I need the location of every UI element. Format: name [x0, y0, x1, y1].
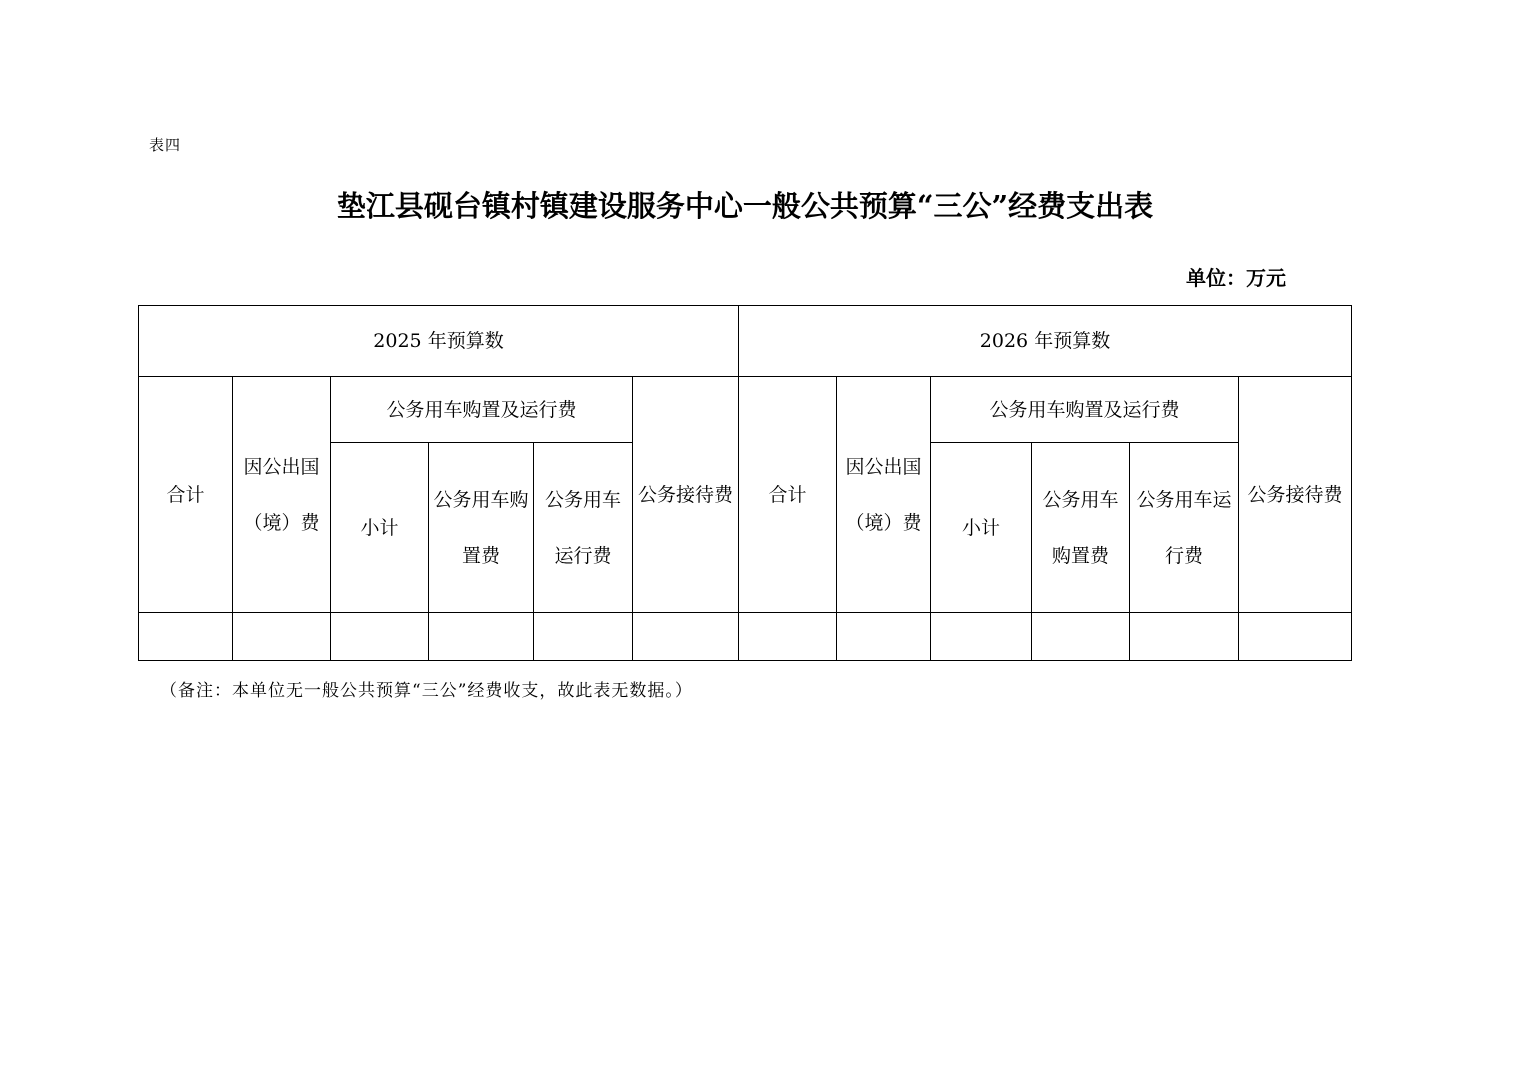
table-cell	[1130, 613, 1239, 661]
table-cell	[931, 613, 1032, 661]
vehicle-group-header: 公务用车购置及运行费	[931, 377, 1239, 443]
unit-label: 单位：万元	[1186, 266, 1286, 290]
table-cell	[233, 613, 331, 661]
table-cell	[139, 613, 233, 661]
table-label: 表四	[149, 136, 182, 154]
table-cell	[837, 613, 931, 661]
table-cell	[633, 613, 739, 661]
subtotal-header: 小计	[331, 443, 429, 613]
total-header: 合计	[139, 377, 233, 613]
document-title: 垫江县砚台镇村镇建设服务中心一般公共预算“三公”经费支出表	[336, 189, 1154, 223]
table-cell	[1032, 613, 1130, 661]
year-2025-header: 2025 年预算数	[139, 306, 739, 377]
vehicle-group-header: 公务用车购置及运行费	[331, 377, 633, 443]
table-row	[139, 613, 1352, 661]
overseas-header: 因公出国（境）费	[837, 377, 931, 613]
vehicle-purchase-header: 公务用车购置费	[429, 443, 534, 613]
table-cell	[1239, 613, 1352, 661]
subtotal-header: 小计	[931, 443, 1032, 613]
reception-header: 公务接待费	[633, 377, 739, 613]
vehicle-operation-header: 公务用车运行费	[534, 443, 633, 613]
table-note: （备注：本单位无一般公共预算“三公”经费收支，故此表无数据。）	[160, 681, 693, 701]
overseas-header: 因公出国（境）费	[233, 377, 331, 613]
total-header: 合计	[739, 377, 837, 613]
reception-header: 公务接待费	[1239, 377, 1352, 613]
year-header-row	[139, 306, 1352, 377]
three-public-expenses-table	[138, 305, 1352, 661]
vehicle-purchase-header: 公务用车购置费	[1032, 443, 1130, 613]
category-header-row	[139, 377, 1352, 443]
table-cell	[739, 613, 837, 661]
table-cell	[331, 613, 429, 661]
table-cell	[429, 613, 534, 661]
year-2026-header: 2026 年预算数	[739, 306, 1352, 377]
vehicle-operation-header: 公务用车运行费	[1130, 443, 1239, 613]
table-cell	[534, 613, 633, 661]
